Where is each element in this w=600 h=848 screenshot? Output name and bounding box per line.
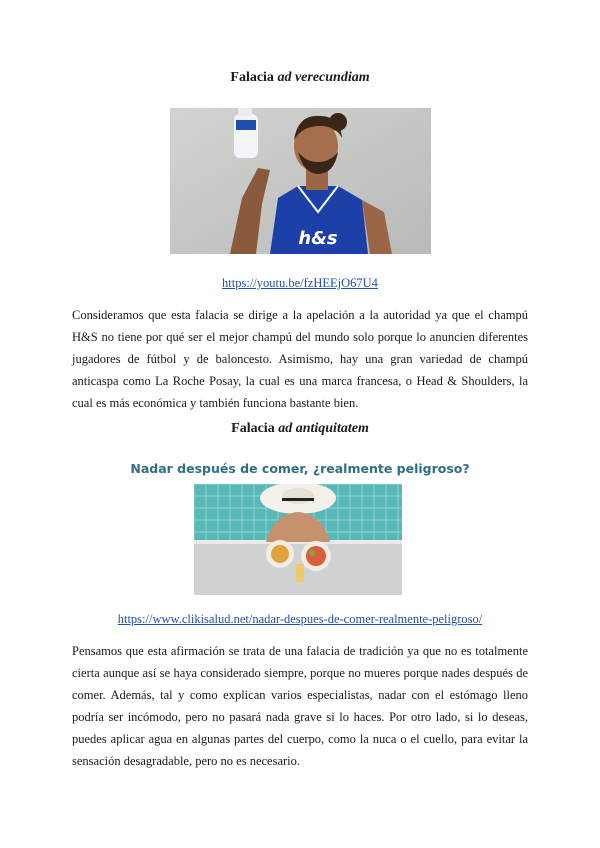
youtube-link[interactable]: https://youtu.be/fzHEEjO67U4 xyxy=(222,276,378,290)
paragraph-verecundiam: Consideramos que esta falacia se dirige a la apelación a la autoridad ya que el champú H&S no tiene por qué ser el mejor champú del mundo solo porque lo anuncien diferentes jugadores de fútbol y de baloncesto. Asimismo, hay una gran variedad de champú anticaspa como La Roche Posay, la cual es una marca francesa, o Head & Shoulders, la cual es más económica y también funciona bastante bien. xyxy=(72,308,528,410)
heading-prefix: Falacia xyxy=(230,70,274,85)
section-heading-antiquitatem xyxy=(0,421,600,437)
heading-italic: ad verecundiam xyxy=(277,70,370,85)
jersey-logo: h&s xyxy=(298,228,338,249)
paragraph-antiquitatem: Pensamos que esta afirmación se trata de una falacia de tradición ya que no es totalmente cierta aunque así se haya considerado siempre, porque no mueres porque nades después de comer. Además, tal y como explican varios especialistas, nadar con el estómago lleno podría ser incómodo, pero no pasará nada grave si lo haces. Por otro lado, si lo deseas, puedes aplicar agua en algunas partes del cuerpo, como la nuca o el cuello, para evitar la sensación desagradable, pero no es necesario. xyxy=(72,644,528,768)
image-caption-title: Nadar después de comer, ¿realmente peligroso? xyxy=(130,461,470,476)
shampoo-bottle xyxy=(234,108,258,158)
heading-italic: ad antiquitatem xyxy=(278,421,369,436)
clikisalud-link[interactable]: https://www.clikisalud.net/nadar-despues-de-comer-realmente-peligroso/ xyxy=(117,612,483,626)
pool-photo xyxy=(194,484,402,595)
athlete-illustration xyxy=(170,108,431,254)
heading-prefix: Falacia xyxy=(231,421,275,436)
pool-illustration xyxy=(194,484,402,595)
section-heading-verecundiam xyxy=(0,70,600,86)
shampoo-ad-photo xyxy=(170,108,431,254)
